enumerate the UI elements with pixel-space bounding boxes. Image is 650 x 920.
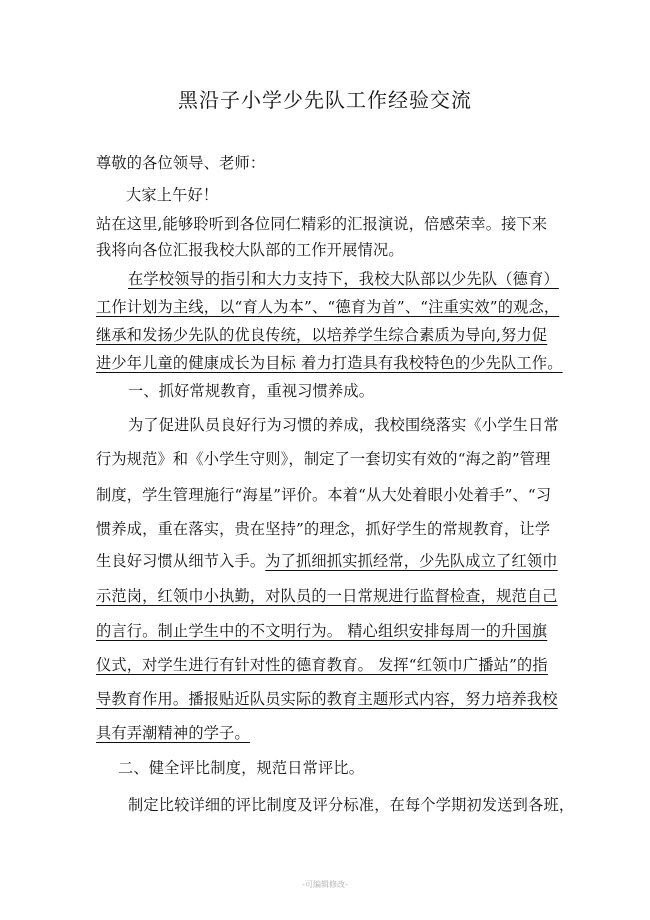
text-line: 惯养成，重在落实，贵在坚持”的理念，抓好学生的常规教育，让学 bbox=[96, 520, 551, 538]
text-line: 具有弄潮精神的学子。 bbox=[96, 724, 250, 742]
text-line: 的言行。制止学生中的不文明行为。 精心组织安排每周一的升国旗 bbox=[96, 622, 548, 640]
section-heading-2: 二、健全评比制度，规范日常评比。 bbox=[118, 759, 365, 777]
text-segment: 生良好习惯从细节入手。 bbox=[96, 552, 266, 570]
text-line: 示范岗，红领巾小执勤，对队员的一日常规进行监督检查，规范自己 bbox=[96, 587, 558, 605]
text-line: 继承和发扬少先队的优良传统，以培养学生综合素质为导向,努力促 bbox=[96, 326, 548, 344]
text-line: 我将向各位汇报我校大队部的工作开展情况。 bbox=[96, 241, 404, 259]
text-line: 在学校领导的指引和大力支持下，我校大队部以少先队（德育） bbox=[128, 270, 559, 288]
section-heading-1: 一、抓好常规教育，重视习惯养成。 bbox=[128, 382, 375, 400]
greeting: 大家上午好！ bbox=[126, 186, 219, 204]
text-line: 制定比较详细的评比制度及评分标准，在每个学期初发送到各班， bbox=[128, 796, 575, 814]
text-line: 行为规范》和《小学生守则》，制定了一套切实有效的“海之韵”管理 bbox=[96, 450, 551, 468]
text-line: 仪式，对学生进行有针对性的德育教育。 发挥“红领巾广播站”的指 bbox=[96, 656, 548, 674]
text-line: 进少年儿童的健康成长为目标 着力打造具有我校特色的少先队工作。 bbox=[96, 354, 563, 372]
text-line: 导教育作用。播报贴近队员实际的教育主题形式内容，努力培养我校 bbox=[96, 690, 558, 708]
text-line-mixed bbox=[96, 550, 558, 571]
text-segment-underlined: 为了抓细抓实抓经常，少先队成立了红领巾 bbox=[265, 552, 558, 570]
document-title: 黑沿子小学少先队工作经验交流 bbox=[178, 88, 472, 112]
page-footer: -可编辑修改- bbox=[302, 880, 348, 889]
text-line: 站在这里,能够聆听到各位同仁精彩的汇报演说，倍感荣幸。接下来 bbox=[96, 215, 548, 233]
salutation: 尊敬的各位领导、老师： bbox=[96, 154, 266, 172]
text-line: 制度，学生管理施行“海星”评价。本着“从大处着眼小处着手”、“习 bbox=[96, 486, 552, 504]
text-line: 为了促进队员良好行为习惯的养成，我校围绕落实《小学生日常 bbox=[128, 416, 559, 434]
text-line: 工作计划为主线，以“育人为本”、“德育为首”、“注重实效”的观念， bbox=[96, 298, 560, 316]
